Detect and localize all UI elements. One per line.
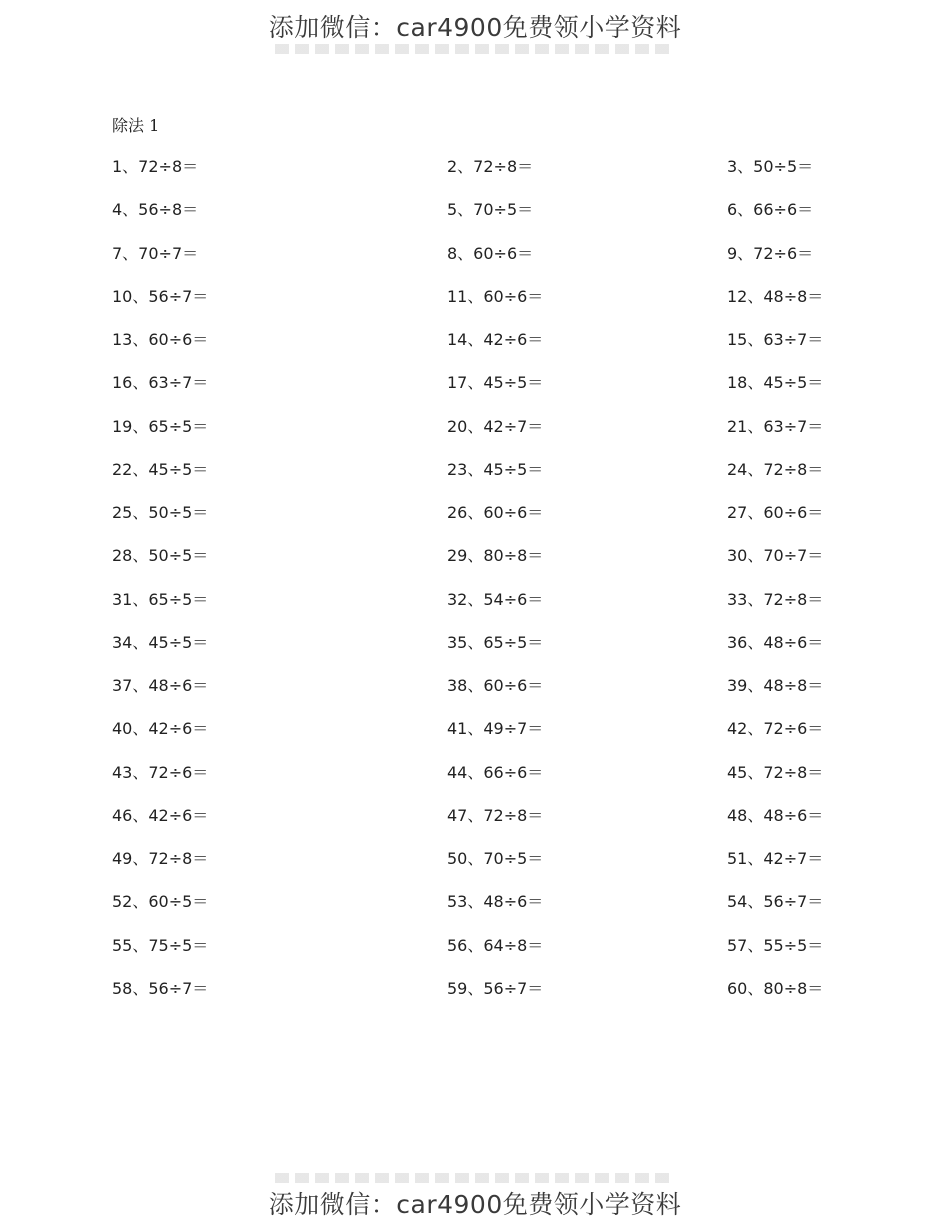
faded-header-text: [275, 44, 675, 54]
faded-footer-text: [275, 1173, 675, 1183]
division-problem: 9、72÷6＝: [727, 243, 814, 263]
division-problem: 14、42÷6＝: [447, 330, 544, 349]
division-problem: 18、45÷5＝: [727, 373, 824, 393]
division-problem: 19、65÷5＝: [112, 416, 209, 436]
division-problem: 25、50÷5＝: [112, 503, 209, 522]
division-problem: 16、63÷7＝: [112, 373, 209, 393]
division-problem: 51、42÷7＝: [727, 849, 824, 868]
division-problem: 53、48÷6＝: [447, 892, 544, 912]
division-problem: 48、48÷6＝: [727, 805, 824, 825]
division-problem: 45、72÷8＝: [727, 762, 824, 782]
division-problem: 43、72÷6＝: [112, 762, 209, 782]
watermark-banner-top: 添加微信：car4900免费领小学资料: [268, 13, 682, 42]
division-problem: 55、75÷5＝: [112, 935, 209, 955]
division-problem: 34、45÷5＝: [112, 632, 209, 652]
division-problem: 15、63÷7＝: [727, 330, 824, 349]
division-problem: 27、60÷6＝: [727, 503, 824, 522]
division-problem: 30、70÷7＝: [727, 546, 824, 566]
worksheet-title: 除法 1: [112, 116, 160, 135]
division-problem: 38、60÷6＝: [447, 676, 544, 695]
division-problem: 2、72÷8＝: [447, 157, 534, 176]
division-problem: 59、56÷7＝: [447, 978, 544, 998]
division-problem: 47、72÷8＝: [447, 805, 544, 825]
division-problem: 46、42÷6＝: [112, 805, 209, 825]
division-problem: 36、48÷6＝: [727, 632, 824, 652]
division-problem: 12、48÷8＝: [727, 286, 824, 306]
division-problem: 23、45÷5＝: [447, 459, 544, 479]
division-problem: 8、60÷6＝: [447, 243, 534, 263]
division-problem: 31、65÷5＝: [112, 589, 209, 609]
division-problem: 52、60÷5＝: [112, 892, 209, 912]
division-problem: 39、48÷8＝: [727, 676, 824, 695]
division-problem: 42、72÷6＝: [727, 719, 824, 739]
division-problem: 50、70÷5＝: [447, 849, 544, 868]
division-problem: 7、70÷7＝: [112, 243, 199, 263]
division-problem: 6、66÷6＝: [727, 200, 814, 220]
watermark-banner-bottom: 添加微信：car4900免费领小学资料: [268, 1190, 682, 1219]
division-problem: 21、63÷7＝: [727, 416, 824, 436]
division-problem: 32、54÷6＝: [447, 589, 544, 609]
division-problem: 20、42÷7＝: [447, 416, 544, 436]
division-problem: 58、56÷7＝: [112, 978, 209, 998]
division-problem: 41、49÷7＝: [447, 719, 544, 739]
division-problem: 17、45÷5＝: [447, 373, 544, 393]
division-problem: 28、50÷5＝: [112, 546, 209, 566]
division-problem: 60、80÷8＝: [727, 978, 824, 998]
division-problem: 54、56÷7＝: [727, 892, 824, 912]
division-problem: 3、50÷5＝: [727, 157, 814, 176]
division-problem: 29、80÷8＝: [447, 546, 544, 566]
division-problem: 56、64÷8＝: [447, 935, 544, 955]
division-problem: 10、56÷7＝: [112, 286, 209, 306]
division-problem: 11、60÷6＝: [447, 286, 544, 306]
division-problem: 44、66÷6＝: [447, 762, 544, 782]
division-problem: 37、48÷6＝: [112, 676, 209, 695]
division-problem: 35、65÷5＝: [447, 632, 544, 652]
division-problem: 49、72÷8＝: [112, 849, 209, 868]
division-problem: 26、60÷6＝: [447, 503, 544, 522]
division-problem: 33、72÷8＝: [727, 589, 824, 609]
division-problem: 4、56÷8＝: [112, 200, 199, 220]
division-problem: 1、72÷8＝: [112, 157, 199, 176]
division-problem: 40、42÷6＝: [112, 719, 209, 739]
division-problem: 24、72÷8＝: [727, 459, 824, 479]
problem-grid: [112, 157, 872, 1022]
division-problem: 13、60÷6＝: [112, 330, 209, 349]
division-problem: 57、55÷5＝: [727, 935, 824, 955]
division-problem: 5、70÷5＝: [447, 200, 534, 220]
division-problem: 22、45÷5＝: [112, 459, 209, 479]
